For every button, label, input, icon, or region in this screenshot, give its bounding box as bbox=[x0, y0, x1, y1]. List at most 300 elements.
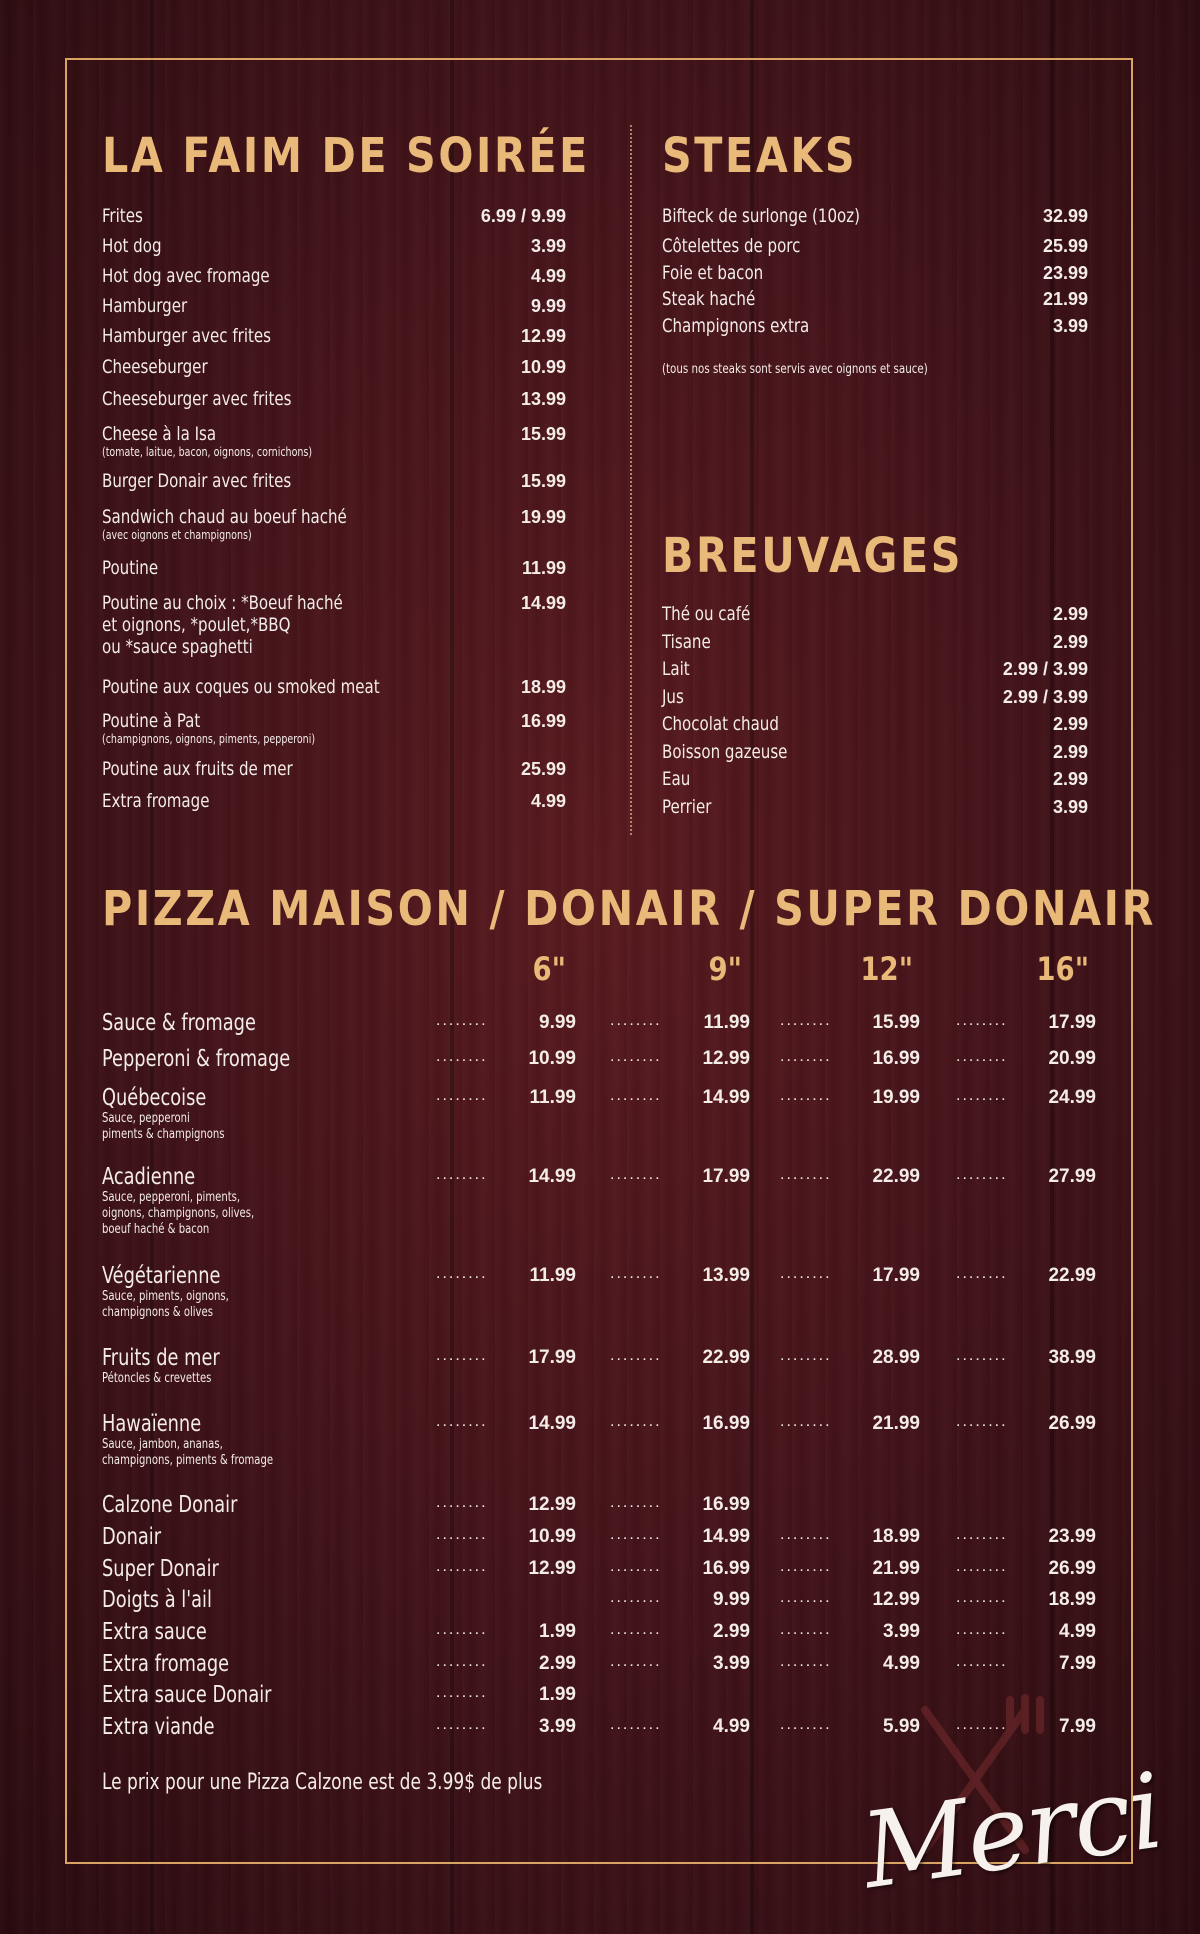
pizza-name bbox=[102, 1085, 225, 1143]
item-price: 4.99 bbox=[530, 266, 566, 286]
price-cell bbox=[610, 1048, 750, 1072]
leader-dots: ........ bbox=[436, 1653, 488, 1670]
leader-dots: ........ bbox=[956, 1558, 1008, 1575]
pizza-name bbox=[102, 1263, 229, 1321]
price-cell bbox=[610, 1012, 750, 1036]
menu-item bbox=[102, 592, 566, 658]
item-name: Steak haché bbox=[662, 288, 756, 310]
price-cell bbox=[780, 1347, 920, 1371]
item-price: 9.99 bbox=[530, 296, 566, 316]
item-price: 16.99 bbox=[520, 711, 566, 731]
item-name bbox=[102, 758, 293, 780]
item-name-text: Frites bbox=[102, 205, 143, 227]
item-price: 10.99 bbox=[520, 357, 566, 377]
leader-dots: ........ bbox=[780, 1087, 832, 1104]
pizza-name-text: Québecoise bbox=[102, 1085, 207, 1111]
drink-item bbox=[662, 713, 1088, 735]
pizza-name-text: Hawaïenne bbox=[102, 1411, 202, 1437]
pizza-price: 38.99 bbox=[1048, 1347, 1096, 1368]
pizza-name bbox=[102, 1651, 229, 1677]
item-name-text: Cheeseburger bbox=[102, 356, 208, 378]
price-cell bbox=[436, 1494, 576, 1518]
item-name-line2: et oignons, *poulet,*BBQ bbox=[102, 614, 291, 636]
item-name-text: Poutine bbox=[102, 557, 159, 579]
menu-item bbox=[102, 676, 566, 698]
leader-dots: ........ bbox=[956, 1347, 1008, 1364]
leader-dots: ........ bbox=[610, 1048, 662, 1065]
pizza-row bbox=[102, 1164, 1096, 1237]
item-price: 12.99 bbox=[520, 326, 566, 346]
item-price: 2.99 bbox=[1052, 741, 1088, 762]
leader-dots: ........ bbox=[780, 1166, 832, 1183]
pizza-description: Sauce, jambon, ananas, bbox=[102, 1437, 223, 1452]
price-cell bbox=[780, 1716, 920, 1740]
pizza-price: 4.99 bbox=[713, 1716, 750, 1737]
pizza-row bbox=[102, 1263, 1096, 1320]
pizza-price: 11.99 bbox=[529, 1087, 576, 1108]
item-name bbox=[102, 790, 209, 812]
price-cell bbox=[956, 1589, 1096, 1613]
item-price: 25.99 bbox=[520, 759, 566, 779]
pizza-price: 1.99 bbox=[539, 1621, 576, 1642]
pizza-row bbox=[102, 1345, 1096, 1386]
leader-dots: ........ bbox=[780, 1413, 832, 1430]
pizza-price: 16.99 bbox=[872, 1048, 920, 1069]
item-description: (tomate, laitue, bacon, oignons, cornichons) bbox=[102, 445, 313, 459]
item-name-text: Poutine aux fruits de mer bbox=[102, 758, 293, 780]
item-name bbox=[102, 265, 270, 287]
pizza-price: 12.99 bbox=[528, 1558, 576, 1579]
leader-dots: ........ bbox=[610, 1087, 662, 1104]
item-name: Champignons extra bbox=[662, 315, 810, 337]
item-price: 14.99 bbox=[520, 593, 566, 613]
leader-dots: ........ bbox=[610, 1621, 662, 1638]
menu-item bbox=[102, 356, 566, 378]
item-name-text: Hamburger bbox=[102, 295, 188, 317]
pizza-price: 14.99 bbox=[528, 1166, 576, 1187]
pizza-description: champignons, piments & fromage bbox=[102, 1453, 274, 1468]
item-name bbox=[102, 506, 347, 542]
leader-dots: ........ bbox=[436, 1413, 488, 1430]
pizza-price: 28.99 bbox=[872, 1347, 920, 1368]
price-cell bbox=[956, 1347, 1096, 1371]
item-name-text: Extra fromage bbox=[102, 790, 210, 812]
drink-item bbox=[662, 658, 1088, 680]
leader-dots: ........ bbox=[780, 1347, 832, 1364]
leader-dots: ........ bbox=[780, 1716, 832, 1733]
breuvages-title: BREUVAGES bbox=[662, 528, 964, 584]
price-cell bbox=[956, 1265, 1096, 1289]
price-cell bbox=[436, 1653, 576, 1677]
pizza-price: 26.99 bbox=[1048, 1558, 1096, 1579]
pizza-name-text: Extra sauce bbox=[102, 1619, 207, 1645]
item-price: 2.99 bbox=[1052, 714, 1088, 734]
leader-dots: ........ bbox=[780, 1589, 832, 1606]
pizza-description: Pétoncles & crevettes bbox=[102, 1371, 212, 1386]
leader-dots: ........ bbox=[436, 1166, 488, 1183]
leader-dots: ........ bbox=[956, 1621, 1008, 1638]
drink-item bbox=[662, 741, 1088, 763]
price-cell bbox=[610, 1653, 750, 1677]
pizza-price: 12.99 bbox=[872, 1589, 920, 1610]
item-name bbox=[102, 592, 343, 658]
pizza-price: 22.99 bbox=[702, 1347, 750, 1368]
leader-dots: ........ bbox=[610, 1413, 662, 1430]
item-name: Chocolat chaud bbox=[662, 713, 779, 735]
item-name: Eau bbox=[662, 768, 691, 790]
item-price: 15.99 bbox=[520, 471, 566, 491]
item-name bbox=[102, 235, 161, 257]
pizza-price: 9.99 bbox=[713, 1589, 750, 1610]
drink-item bbox=[662, 686, 1088, 708]
item-price: 11.99 bbox=[521, 558, 566, 578]
leader-dots: ........ bbox=[610, 1589, 662, 1606]
leader-dots: ........ bbox=[610, 1716, 662, 1733]
pizza-price: 9.99 bbox=[539, 1012, 576, 1033]
item-name bbox=[102, 470, 291, 492]
menu-item bbox=[102, 265, 566, 287]
pizza-name bbox=[102, 1164, 254, 1238]
item-name-text: Poutine aux coques ou smoked meat bbox=[102, 676, 380, 698]
steak-item bbox=[662, 205, 1088, 227]
pizza-price: 5.99 bbox=[883, 1716, 920, 1737]
calzone-footnote: Le prix pour une Pizza Calzone est de 3.99$ de plus bbox=[102, 1770, 543, 1795]
pizza-price: 3.99 bbox=[539, 1716, 576, 1737]
leader-dots: ........ bbox=[436, 1012, 488, 1029]
drink-item bbox=[662, 603, 1088, 625]
price-cell bbox=[956, 1653, 1096, 1677]
pizza-price: 16.99 bbox=[702, 1558, 750, 1579]
pizza-price: 14.99 bbox=[528, 1413, 576, 1434]
pizza-row bbox=[102, 1411, 1096, 1468]
leader-dots: ........ bbox=[436, 1684, 488, 1701]
item-name: Thé ou café bbox=[662, 603, 751, 625]
leader-dots: ........ bbox=[610, 1653, 662, 1670]
pizza-price: 14.99 bbox=[702, 1526, 750, 1547]
pizza-description: boeuf haché & bacon bbox=[102, 1222, 210, 1237]
pizza-price: 15.99 bbox=[872, 1012, 920, 1033]
pizza-price: 24.99 bbox=[1048, 1087, 1096, 1108]
price-cell bbox=[956, 1048, 1096, 1072]
pizza-price: 10.99 bbox=[528, 1048, 576, 1069]
item-price: 2.99 / 3.99 bbox=[1002, 686, 1088, 707]
pizza-price: 21.99 bbox=[872, 1413, 920, 1434]
item-price: 2.99 bbox=[1052, 769, 1088, 789]
leader-dots: ........ bbox=[956, 1087, 1008, 1104]
price-cell bbox=[436, 1684, 576, 1708]
leader-dots: ........ bbox=[610, 1494, 662, 1511]
price-cell bbox=[956, 1413, 1096, 1437]
price-cell bbox=[436, 1558, 576, 1582]
pizza-row bbox=[102, 1085, 1096, 1142]
item-name: Bifteck de surlonge (10oz) bbox=[662, 205, 861, 227]
pizza-name-text: Extra fromage bbox=[102, 1651, 230, 1677]
pizza-name-text: Fruits de mer bbox=[102, 1345, 220, 1371]
leader-dots: ........ bbox=[436, 1265, 488, 1282]
menu-item bbox=[102, 325, 566, 347]
leader-dots: ........ bbox=[610, 1347, 662, 1364]
leader-dots: ........ bbox=[780, 1048, 832, 1065]
price-cell bbox=[780, 1558, 920, 1582]
leader-dots: ........ bbox=[436, 1716, 488, 1733]
pizza-name bbox=[102, 1010, 256, 1036]
leader-dots: ........ bbox=[780, 1558, 832, 1575]
pizza-price: 3.99 bbox=[883, 1621, 920, 1642]
item-name bbox=[102, 325, 271, 347]
leader-dots: ........ bbox=[956, 1166, 1008, 1183]
price-cell bbox=[780, 1265, 920, 1289]
pizza-price: 7.99 bbox=[1059, 1716, 1096, 1737]
item-name: Jus bbox=[662, 685, 684, 708]
item-name: Côtelettes de porc bbox=[662, 235, 801, 257]
leader-dots: ........ bbox=[610, 1526, 662, 1543]
pizza-name bbox=[102, 1345, 220, 1387]
price-cell bbox=[780, 1048, 920, 1072]
pizza-name bbox=[102, 1524, 161, 1550]
pizza-price: 2.99 bbox=[539, 1653, 576, 1674]
pizza-price: 4.99 bbox=[1059, 1621, 1096, 1642]
pizza-name-text: Extra viande bbox=[102, 1714, 215, 1740]
item-price: 4.99 bbox=[530, 791, 566, 811]
pizza-price: 21.99 bbox=[872, 1558, 920, 1579]
price-cell bbox=[610, 1589, 750, 1613]
price-cell bbox=[780, 1526, 920, 1550]
price-cell bbox=[436, 1621, 576, 1645]
pizza-price: 2.99 bbox=[713, 1621, 750, 1642]
pizza-row bbox=[102, 1046, 1096, 1086]
menu-item bbox=[102, 235, 566, 257]
item-name: Tisane bbox=[662, 630, 711, 653]
leader-dots: ........ bbox=[610, 1265, 662, 1282]
item-price: 2.99 bbox=[1052, 631, 1088, 652]
drink-item bbox=[662, 768, 1088, 790]
item-price: 6.99 / 9.99 bbox=[480, 206, 566, 226]
pizza-description: piments & champignons bbox=[102, 1127, 225, 1142]
pizza-row bbox=[102, 1010, 1096, 1050]
size-16-header: 16" bbox=[1036, 950, 1090, 988]
leader-dots: ........ bbox=[956, 1413, 1008, 1430]
pizza-name-text: Végétarienne bbox=[102, 1263, 221, 1289]
menu-item bbox=[102, 790, 566, 812]
item-name bbox=[102, 356, 208, 378]
item-name bbox=[102, 295, 187, 317]
price-cell bbox=[956, 1621, 1096, 1645]
item-name: Lait bbox=[662, 658, 690, 680]
menu-item bbox=[102, 506, 566, 542]
item-name-text: Poutine au choix : *Boeuf haché bbox=[102, 592, 343, 614]
price-cell bbox=[436, 1347, 576, 1371]
leader-dots: ........ bbox=[780, 1621, 832, 1638]
pizza-title: PIZZA MAISON / DONAIR / SUPER DONAIR bbox=[102, 881, 1156, 937]
item-name: Perrier bbox=[662, 795, 712, 818]
price-cell bbox=[610, 1526, 750, 1550]
leader-dots: ........ bbox=[610, 1166, 662, 1183]
leader-dots: ........ bbox=[436, 1526, 488, 1543]
pizza-price: 16.99 bbox=[702, 1494, 750, 1515]
pizza-price: 13.99 bbox=[702, 1265, 750, 1286]
price-cell bbox=[956, 1012, 1096, 1036]
item-name: Boisson gazeuse bbox=[662, 740, 788, 763]
item-price: 3.99 bbox=[530, 236, 566, 256]
pizza-name bbox=[102, 1619, 207, 1645]
pizza-name-text: Pepperoni & fromage bbox=[102, 1046, 291, 1072]
menu-item bbox=[102, 205, 566, 227]
size-12-header: 12" bbox=[860, 950, 914, 988]
pizza-description: oignons, champignons, olives, bbox=[102, 1206, 255, 1221]
leader-dots: ........ bbox=[436, 1347, 488, 1364]
pizza-name bbox=[102, 1714, 215, 1740]
pizza-price: 12.99 bbox=[702, 1048, 750, 1069]
steak-item bbox=[662, 262, 1088, 284]
item-name-text: Burger Donair avec frites bbox=[102, 470, 292, 492]
pizza-price: 7.99 bbox=[1059, 1653, 1096, 1674]
price-cell bbox=[436, 1413, 576, 1437]
pizza-description: Sauce, pepperoni, piments, bbox=[102, 1190, 241, 1205]
steak-item bbox=[662, 315, 1088, 337]
leader-dots: ........ bbox=[956, 1012, 1008, 1029]
menu-item bbox=[102, 388, 566, 410]
pizza-name-text: Doigts à l'ail bbox=[102, 1587, 212, 1613]
item-description: (avec oignons et champignons) bbox=[102, 528, 252, 542]
leader-dots: ........ bbox=[956, 1265, 1008, 1282]
pizza-price: 23.99 bbox=[1048, 1526, 1096, 1547]
price-cell bbox=[610, 1265, 750, 1289]
item-name-text: Hamburger avec frites bbox=[102, 325, 272, 347]
pizza-name bbox=[102, 1046, 290, 1072]
item-name bbox=[102, 676, 380, 698]
menu-item bbox=[102, 557, 566, 579]
pizza-name bbox=[102, 1556, 219, 1582]
menu-item bbox=[102, 710, 566, 746]
price-cell bbox=[780, 1012, 920, 1036]
steak-item bbox=[662, 235, 1088, 257]
pizza-price: 17.99 bbox=[528, 1347, 576, 1368]
pizza-price: 18.99 bbox=[1048, 1589, 1096, 1610]
pizza-price: 26.99 bbox=[1048, 1413, 1096, 1434]
leader-dots: ........ bbox=[780, 1526, 832, 1543]
pizza-name-text: Super Donair bbox=[102, 1556, 219, 1582]
leader-dots: ........ bbox=[436, 1621, 488, 1638]
pizza-price: 17.99 bbox=[1048, 1012, 1096, 1033]
leader-dots: ........ bbox=[780, 1653, 832, 1670]
leader-dots: ........ bbox=[780, 1265, 832, 1282]
leader-dots: ........ bbox=[436, 1558, 488, 1575]
price-cell bbox=[956, 1558, 1096, 1582]
pizza-price: 4.99 bbox=[883, 1653, 920, 1674]
column-divider bbox=[630, 125, 632, 835]
price-cell bbox=[436, 1265, 576, 1289]
item-price: 2.99 / 3.99 bbox=[1002, 659, 1088, 679]
price-cell bbox=[956, 1166, 1096, 1190]
item-name bbox=[102, 557, 158, 579]
leader-dots: ........ bbox=[610, 1012, 662, 1029]
pizza-price: 1.99 bbox=[539, 1684, 576, 1705]
price-cell bbox=[610, 1716, 750, 1740]
item-name bbox=[102, 423, 312, 459]
price-cell bbox=[436, 1166, 576, 1190]
leader-dots: ........ bbox=[436, 1048, 488, 1065]
price-cell bbox=[436, 1087, 576, 1111]
pizza-name-text: Extra sauce Donair bbox=[102, 1682, 272, 1708]
item-price: 18.99 bbox=[520, 677, 566, 697]
item-name: Foie et bacon bbox=[662, 262, 764, 284]
pizza-name-text: Sauce & fromage bbox=[102, 1010, 256, 1036]
item-name-text: Poutine à Pat bbox=[102, 710, 201, 732]
pizza-name bbox=[102, 1587, 212, 1613]
pizza-name-text: Donair bbox=[102, 1524, 162, 1550]
item-price: 13.99 bbox=[520, 389, 566, 409]
price-cell bbox=[436, 1048, 576, 1072]
size-9-header: 9" bbox=[708, 950, 742, 988]
pizza-price: 17.99 bbox=[872, 1265, 920, 1286]
price-cell bbox=[610, 1087, 750, 1111]
steaks-note: (tous nos steaks sont servis avec oignons et sauce) bbox=[662, 362, 928, 377]
pizza-description: Sauce, pepperoni bbox=[102, 1111, 190, 1126]
menu-item bbox=[102, 758, 566, 780]
item-name-text: Sandwich chaud au boeuf haché bbox=[102, 506, 347, 528]
pizza-price: 20.99 bbox=[1048, 1048, 1096, 1069]
leader-dots: ........ bbox=[956, 1589, 1008, 1606]
steak-item bbox=[662, 288, 1088, 310]
price-cell bbox=[610, 1347, 750, 1371]
pizza-price: 22.99 bbox=[1048, 1265, 1096, 1286]
pizza-price: 12.99 bbox=[528, 1494, 576, 1515]
leader-dots: ........ bbox=[436, 1087, 488, 1104]
pizza-price: 17.99 bbox=[702, 1166, 750, 1187]
item-price: 23.99 bbox=[1042, 263, 1088, 283]
item-name-text: Cheeseburger avec frites bbox=[102, 388, 292, 410]
price-cell bbox=[436, 1526, 576, 1550]
pizza-name-text: Calzone Donair bbox=[102, 1492, 238, 1518]
pizza-name bbox=[102, 1411, 273, 1469]
leader-dots: ........ bbox=[956, 1653, 1008, 1670]
pizza-price: 11.99 bbox=[529, 1265, 576, 1286]
leader-dots: ........ bbox=[956, 1048, 1008, 1065]
pizza-price: 11.99 bbox=[703, 1012, 750, 1033]
item-description: (champignons, oignons, piments, pepperoni) bbox=[102, 732, 316, 746]
pizza-name bbox=[102, 1682, 271, 1708]
leader-dots: ........ bbox=[956, 1716, 1008, 1733]
price-cell bbox=[780, 1589, 920, 1613]
drink-item bbox=[662, 796, 1088, 818]
pizza-price: 3.99 bbox=[713, 1653, 750, 1674]
pizza-price: 14.99 bbox=[702, 1087, 750, 1108]
merci-signature: Merci bbox=[854, 1749, 1169, 1913]
leader-dots: ........ bbox=[610, 1558, 662, 1575]
leader-dots: ........ bbox=[956, 1526, 1008, 1543]
price-cell bbox=[780, 1621, 920, 1645]
item-name bbox=[102, 205, 143, 227]
item-name bbox=[102, 710, 315, 746]
steaks-title: STEAKS bbox=[662, 128, 858, 184]
item-name-text: Cheese à la Isa bbox=[102, 423, 217, 445]
size-6-header: 6" bbox=[532, 950, 566, 988]
item-name bbox=[102, 388, 291, 410]
item-price: 2.99 bbox=[1052, 604, 1088, 624]
pizza-price: 19.99 bbox=[872, 1087, 920, 1108]
item-price: 25.99 bbox=[1042, 236, 1088, 256]
price-cell bbox=[610, 1621, 750, 1645]
item-name-line3: ou *sauce spaghetti bbox=[102, 636, 253, 658]
pizza-description: Sauce, piments, oignons, bbox=[102, 1289, 229, 1304]
item-price: 32.99 bbox=[1042, 206, 1088, 226]
menu-item bbox=[102, 295, 566, 317]
price-cell bbox=[610, 1413, 750, 1437]
item-price: 3.99 bbox=[1052, 316, 1088, 336]
pizza-price: 27.99 bbox=[1048, 1166, 1096, 1187]
menu-item bbox=[102, 470, 566, 492]
price-cell bbox=[610, 1166, 750, 1190]
